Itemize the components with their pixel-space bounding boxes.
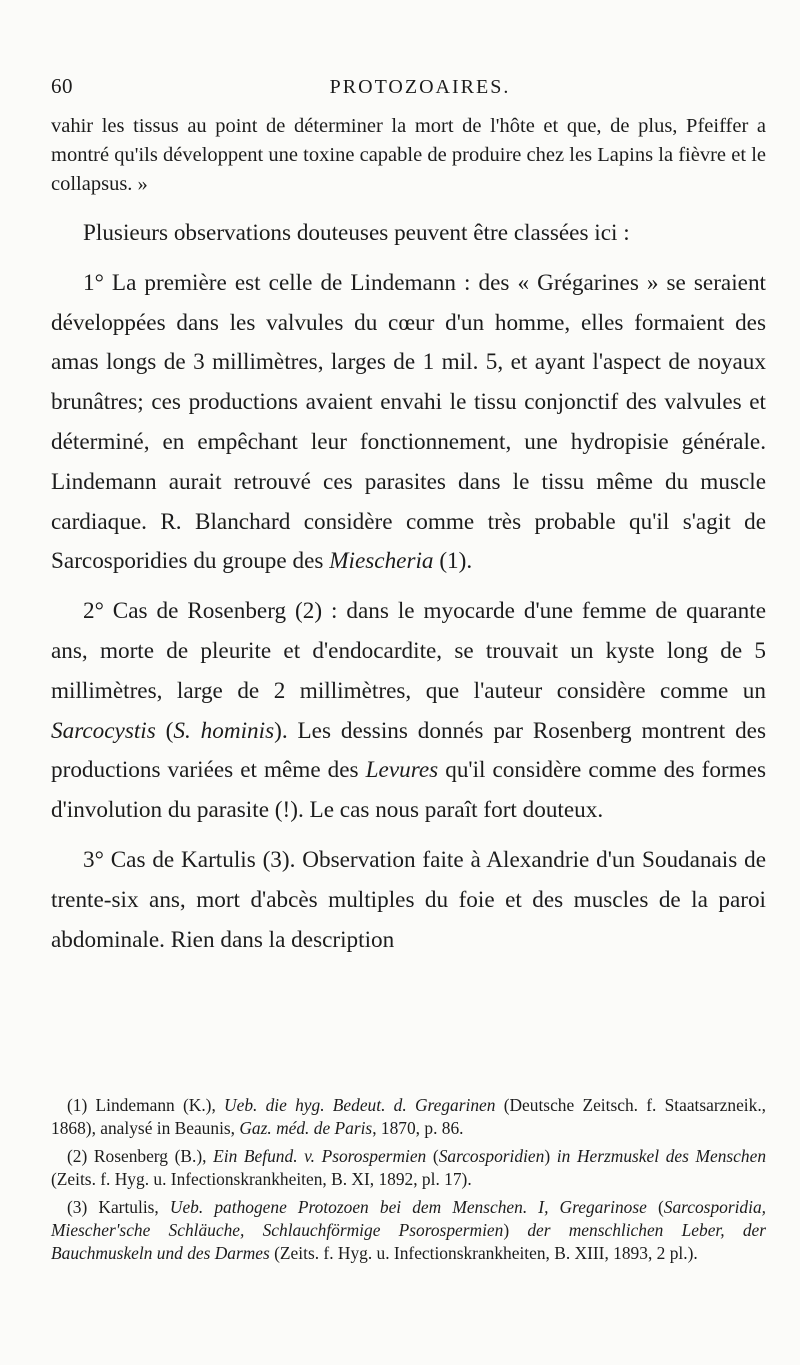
footnote-3 [51, 1196, 766, 1266]
text-run: 1° La première est celle de Lindemann : des « Grégarines » se seraient développées dans les valvules du cœur d'un homme, elles formaient des amas longs de 3 millimètres, larges de 1 mil. 5, et ayant l'aspect de noyaux brunâtres; ces productions avaient envahi le tissu conjonctif des valvules et déterminé, en empêchant leur fonctionnement, une hydropisie générale. Lindemann aurait retrouvé ces parasites dans le tissu même du muscle cardiaque. R. Blanchard considère comme très probable qu'il s'agit de Sarcosporidies du groupe des [51, 269, 766, 575]
text-run: (2) Rosenberg (B.), [67, 1145, 214, 1166]
paragraph-continuation: vahir les tissus au point de déterminer la mort de l'hôte et que, de plus, Pfeiffer a montré qu'ils développent une toxine capable de produire chez les Lapins la fièvre et le collapsus. » [51, 115, 766, 195]
text-run: ) [503, 1220, 528, 1241]
italic-title: Ein Befund. v. Psorospermien [213, 1145, 427, 1166]
text-run: qu'il considère comme des formes d'involution du parasite (!). Le cas nous paraît fort douteux. [51, 757, 766, 824]
body-text [51, 112, 766, 960]
italic-title: in Herzmuskel des Menschen [556, 1145, 767, 1166]
text-run: ). Les dessins donnés par Rosenberg montrent des productions variées et même des [51, 717, 766, 784]
text-run: ( [155, 717, 174, 744]
italic-species: S. hominis [173, 717, 275, 744]
footnotes [51, 1094, 766, 1266]
footnote-2 [51, 1145, 766, 1192]
text-run: (Zeits. f. Hyg. u. Infectionskrankheiten, B. XI, 1892, pl. 17). [51, 1169, 472, 1190]
text-run: , 1870, p. 86. [372, 1118, 464, 1139]
text-run: (1). [433, 548, 473, 575]
italic-title: der menschlichen Leber, der Bauchmuskeln und des Darmes [51, 1220, 766, 1264]
text-run: 2° Cas de Rosenberg (2) : dans le myocarde d'une femme de quarante ans, morte de pleurite et d'endocardite, se trouvait un kyste long de 5 millimètres, large de 2 millimètres, que l'auteur considère comme un [51, 598, 766, 704]
page-header [0, 74, 800, 104]
italic-term: Levures [365, 757, 439, 784]
text-run: (1) Lindemann (K.), [67, 1095, 225, 1115]
text-run: (Zeits. f. Hyg. u. Infectionskrankheiten, B. XIII, 1893, 2 pl.). [269, 1243, 698, 1264]
text-run: ( [646, 1196, 664, 1217]
italic-genus: Miescheria [329, 548, 434, 575]
paragraph-rosenberg [51, 592, 766, 831]
italic-title: Sarcosporidia, Miescher'sche Schläuche, Schlauchförmige Psorospermien [51, 1196, 767, 1241]
text-run: ( [426, 1145, 439, 1166]
page-number: 60 [51, 74, 73, 98]
italic-title: Gaz. méd. de Paris [239, 1118, 373, 1139]
paragraph-intro: Plusieurs observations douteuses peuvent être classées ici : [83, 220, 630, 246]
text-run: (3) Kartulis, [67, 1196, 170, 1217]
italic-title: Ueb. pathogene Protozoen bei dem Menschen. I, Gregarinose [169, 1196, 647, 1217]
text-run: (Deutsche Zeitsch. f. Staatsarzneik., 1868), analysé in Beaunis, [51, 1095, 767, 1139]
running-head: PROTOZOAIRES. [329, 76, 511, 98]
italic-genus: Sarcocystis [51, 717, 156, 744]
paragraph-lindemann [51, 264, 766, 582]
italic-title: Sarcosporidien [438, 1145, 545, 1166]
footnote-1 [51, 1094, 766, 1141]
italic-title: Ueb. die hyg. Bedeut. d. Gregarinen [224, 1095, 496, 1115]
text-run: ) [544, 1145, 557, 1166]
paragraph-kartulis: 3° Cas de Kartulis (3). Observation faite à Alexandrie d'un Soudanais de trente-six ans, mort d'abcès multiples du foie et des muscles de la paroi abdominale. Rien dans la description [51, 846, 766, 953]
